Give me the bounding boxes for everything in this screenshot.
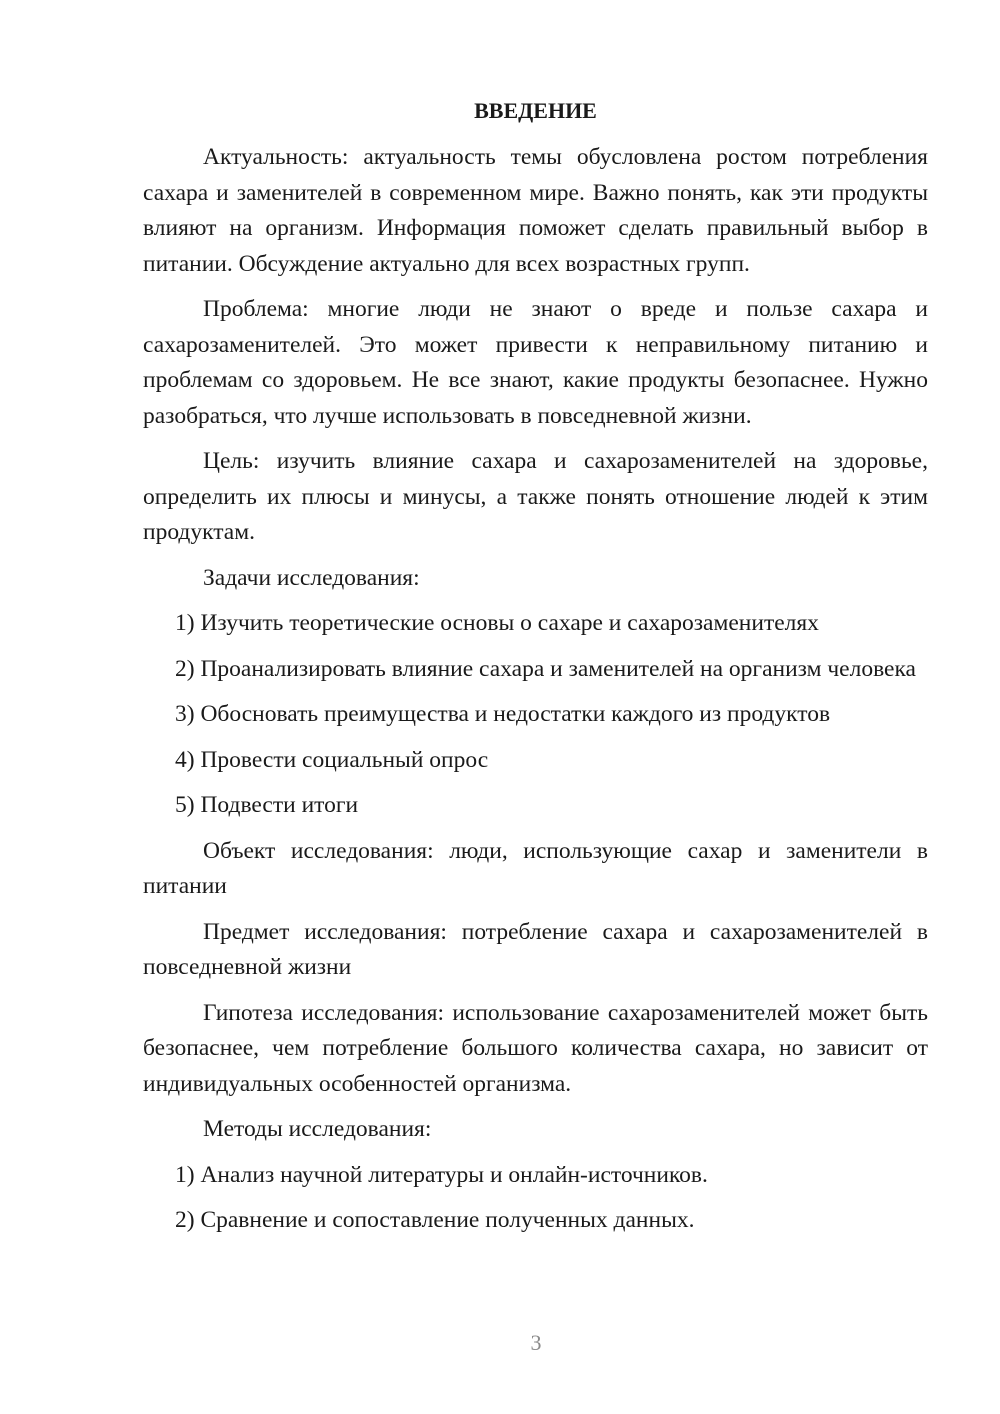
object-paragraph: Объект исследования: люди, использующие сахар и заменители в питании [143,837,928,899]
relevance-paragraph: Актуальность: актуальность темы обусловлена ростом потребления сахара и заменителей в современном мире. Важно понять, как эти продукты влияют на организм. Информация поможет сделать правильный выбор в питании. Обсуждение актуально для всех возрастных групп. [143,144,928,277]
page-title: ВВЕДЕНИЕ [474,98,597,123]
task-item-2: 2) Проанализировать влияние сахара и заменителей на организм человека [175,655,916,682]
tasks-heading: Задачи исследования: [203,564,420,591]
task-item-5: 5) Подвести итоги [175,792,359,818]
goal-paragraph: Цель: изучить влияние сахара и сахарозаменителей на здоровье, определить их плюсы и минусы, а также понять отношение людей к этим продуктам. [143,448,928,545]
task-item-1: 1) Изучить теоретические основы о сахаре и сахарозаменителях [175,610,819,636]
methods-heading: Методы исследования: [203,1116,432,1142]
task-item-3: 3) Обосновать преимущества и недостатки каждого из продуктов [175,701,831,727]
method-item-2: 2) Сравнение и сопоставление полученных данных. [175,1207,695,1233]
subject-paragraph: Предмет исследования: потребление сахара и сахарозаменителей в повседневной жизни [143,918,928,980]
task-item-4: 4) Провести социальный опрос [175,746,489,773]
page-number: 3 [530,1330,542,1355]
hypothesis-paragraph: Гипотеза исследования: использование сахарозаменителей может быть безопаснее, чем потребление большого количества сахара, но зависит от индивидуальных особенностей организма. [143,999,928,1097]
problem-paragraph: Проблема: многие люди не знают о вреде и пользе сахара и сахарозаменителей. Это может привести к неправильному питанию и проблемам со здоровьем. Не все знают, какие продукты безопаснее. Нужно разобраться, что лучше использовать в повседневной жизни. [143,296,928,429]
method-item-1: 1) Анализ научной литературы и онлайн-источников. [175,1161,708,1188]
page-content [143,93,928,1249]
